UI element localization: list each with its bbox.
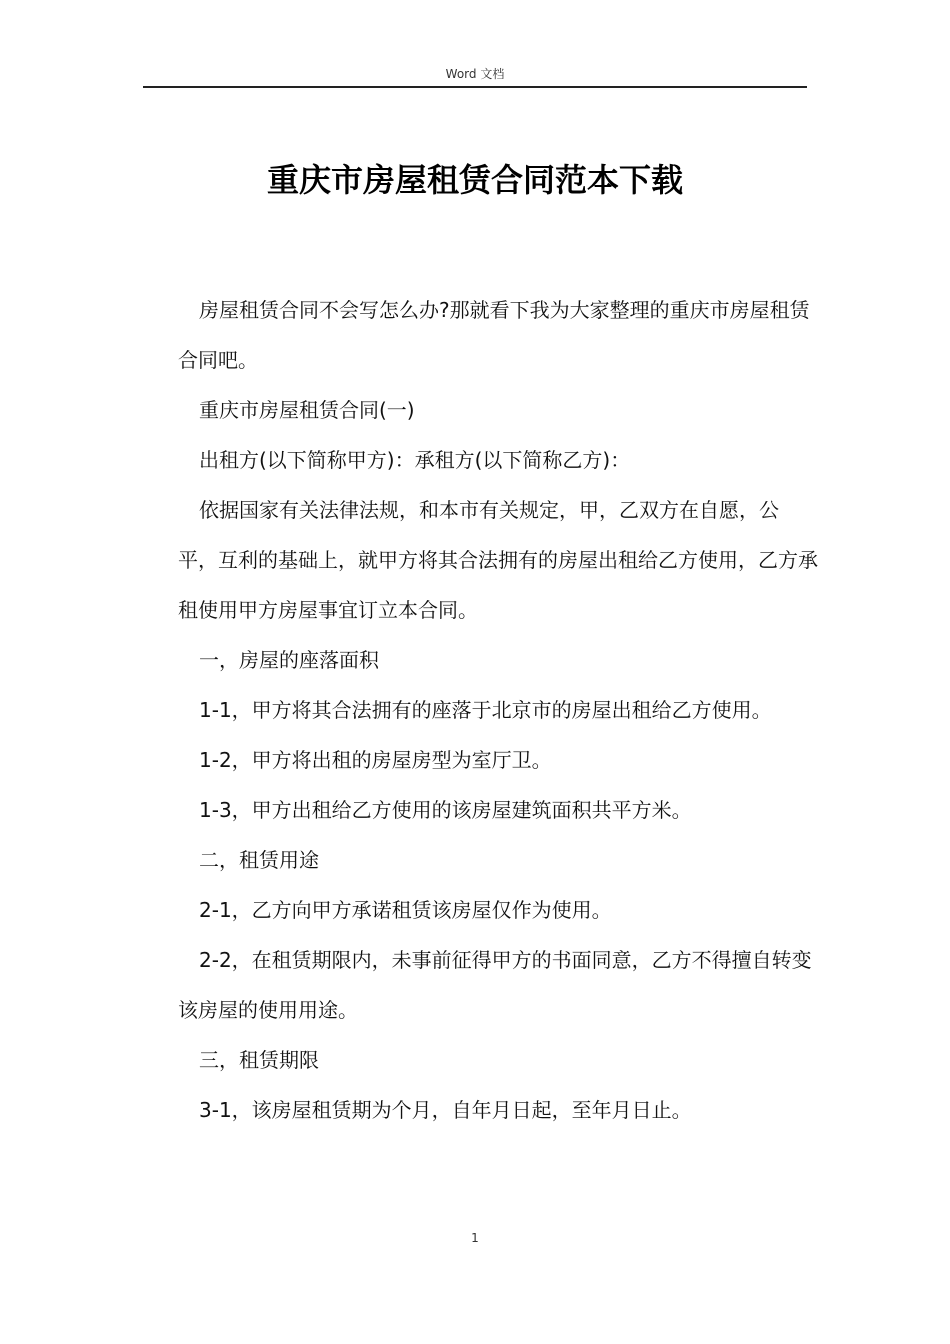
header-divider [143, 86, 807, 88]
page-header: Word 文档 [445, 67, 505, 81]
clause-1-2: 1-2，甲方将出租的房屋房型为室厅卫。 [199, 748, 552, 772]
page-number: 1 [471, 1231, 479, 1245]
paragraph-intro: 房屋租赁合同不会写怎么办?那就看下我为大家整理的重庆市房屋租赁合同吧。 [178, 298, 810, 372]
document-body [178, 285, 818, 1135]
clause-3-1: 3-1，该房屋租赁期为个月，自年月日起，至年月日止。 [199, 1098, 692, 1122]
clause-2-2: 2-2，在租赁期限内，未事前征得甲方的书面同意，乙方不得擅自转变该房屋的使用用途。 [178, 948, 812, 1022]
section-heading-lease-term: 三，租赁期限 [199, 1048, 319, 1072]
paragraph-contract-heading: 重庆市房屋租赁合同(一) [199, 398, 415, 422]
clause-2-1: 2-1，乙方向甲方承诺租赁该房屋仅作为使用。 [199, 898, 612, 922]
document-title: 重庆市房屋租赁合同范本下载 [266, 161, 683, 199]
paragraph-parties: 出租方(以下简称甲方)：承租方(以下简称乙方)： [199, 448, 631, 472]
clause-1-1: 1-1，甲方将其合法拥有的座落于北京市的房屋出租给乙方使用。 [199, 698, 772, 722]
clause-1-3: 1-3，甲方出租给乙方使用的该房屋建筑面积共平方米。 [199, 798, 692, 822]
section-heading-lease-purpose: 二，租赁用途 [199, 848, 319, 872]
section-heading-location-area: 一，房屋的座落面积 [199, 648, 379, 672]
paragraph-preamble: 依据国家有关法律法规，和本市有关规定，甲，乙双方在自愿，公平，互利的基础上，就甲方将其合法拥有的房屋出租给乙方使用，乙方承租使用甲方房屋事宜订立本合同。 [178, 498, 818, 622]
